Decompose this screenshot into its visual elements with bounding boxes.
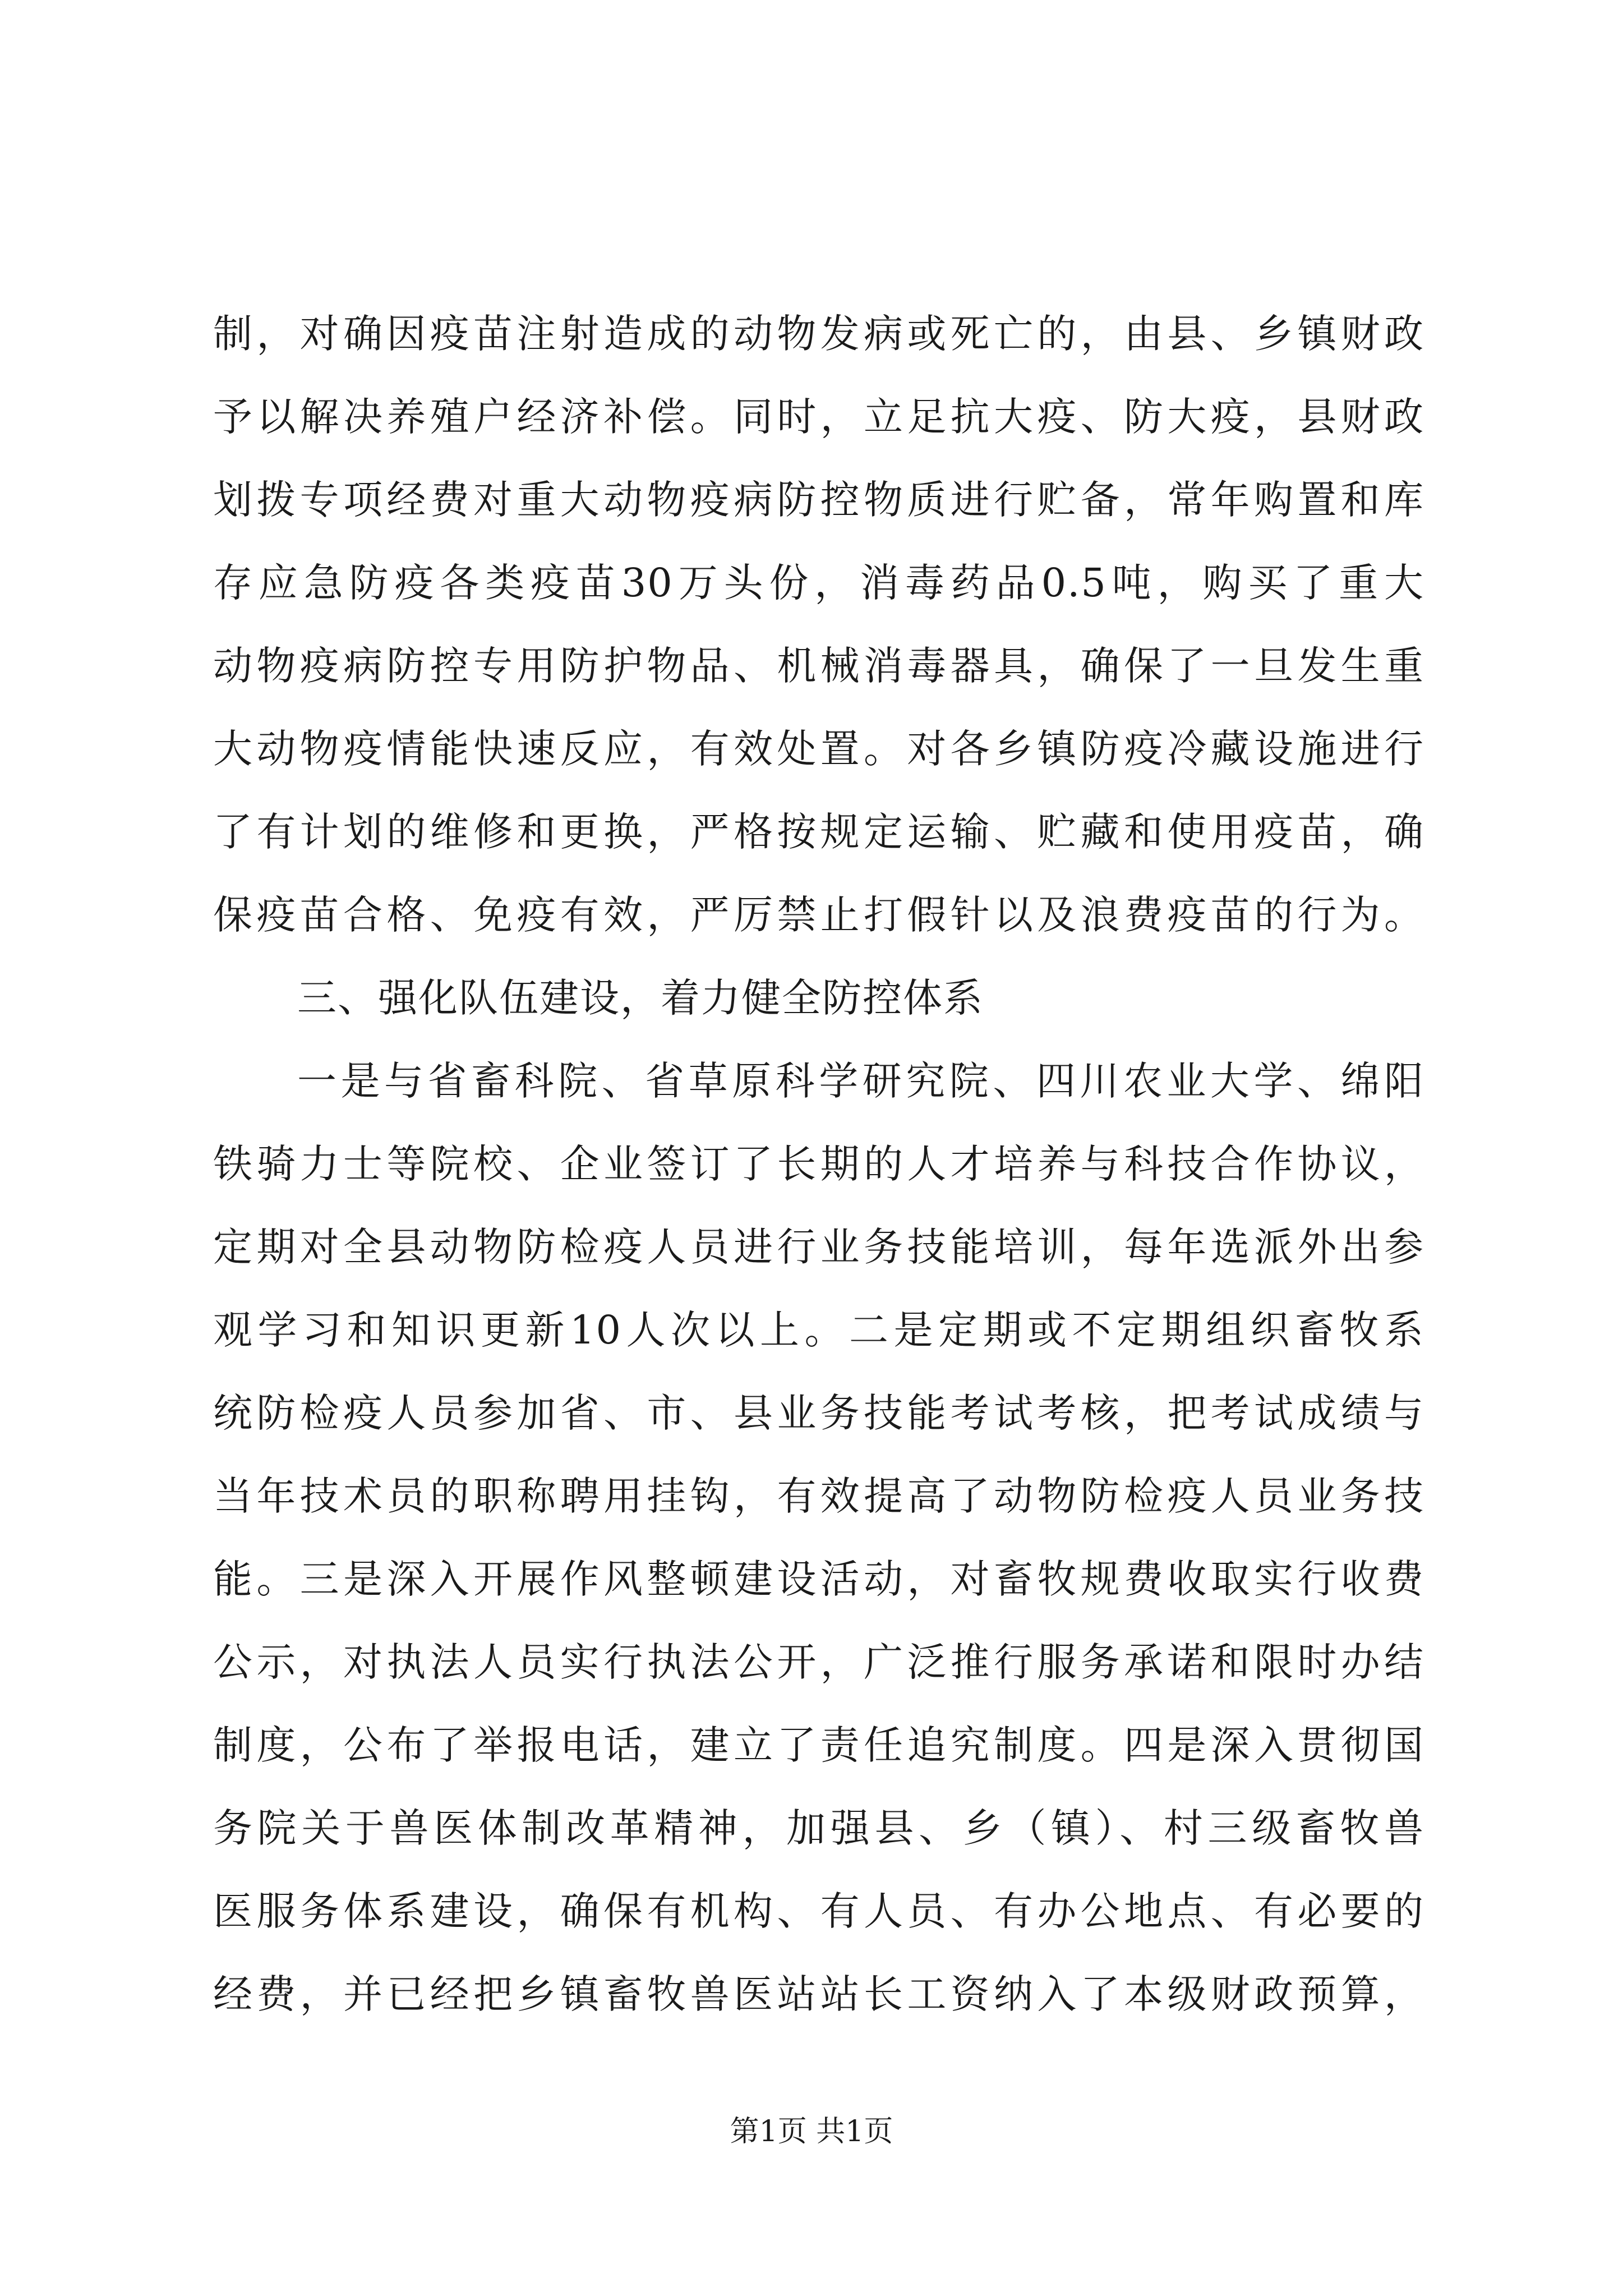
body-text-line: 存应急防疫各类疫苗30万头份，消毒药品0.5吨，购买了重大 [213, 560, 1424, 606]
body-text-line: 大动物疫情能快速反应，有效处置。对各乡镇防疫冷藏设施进行 [213, 726, 1424, 772]
body-text-line: 务院关于兽医体制改革精神，加强县、乡（镇）、村三级畜牧兽 [213, 1805, 1424, 1851]
body-text-line: 划拨专项经费对重大动物疫病防控物质进行贮备，常年购置和库 [213, 477, 1424, 523]
paragraph-first-line: 一是与省畜科院、省草原科学研究院、四川农业大学、绵阳 [297, 1058, 1424, 1104]
body-text-line: 医服务体系建设，确保有机构、有人员、有办公地点、有必要的 [213, 1888, 1424, 1934]
body-text-line: 制，对确因疫苗注射造成的动物发病或死亡的，由县、乡镇财政 [213, 311, 1424, 357]
body-text-line: 动物疫病防控专用防护物品、机械消毒器具，确保了一旦发生重 [213, 643, 1424, 689]
body-text-line: 能。三是深入开展作风整顿建设活动，对畜牧规费收取实行收费 [213, 1556, 1424, 1602]
section-heading: 三、强化队伍建设，着力健全防控体系 [297, 975, 984, 1021]
body-text-line: 经费，并已经把乡镇畜牧兽医站站长工资纳入了本级财政预算， [213, 1971, 1424, 2017]
body-text-line: 保疫苗合格、免疫有效，严厉禁止打假针以及浪费疫苗的行为。 [213, 892, 1424, 938]
body-text-line: 当年技术员的职称聘用挂钩，有效提高了动物防检疫人员业务技 [213, 1473, 1424, 1519]
body-text-line: 了有计划的维修和更换，严格按规定运输、贮藏和使用疫苗，确 [213, 809, 1424, 855]
body-text-line: 公示，对执法人员实行执法公开，广泛推行服务承诺和限时办结 [213, 1639, 1424, 1685]
body-text-line: 观学习和知识更新10人次以上。二是定期或不定期组织畜牧系 [213, 1307, 1424, 1353]
body-text-line: 统防检疫人员参加省、市、县业务技能考试考核，把考试成绩与 [213, 1390, 1424, 1436]
body-text-line: 予以解决养殖户经济补偿。同时，立足抗大疫、防大疫，县财政 [213, 394, 1424, 440]
body-text-line: 铁骑力士等院校、企业签订了长期的人才培养与科技合作协议， [213, 1141, 1424, 1187]
body-text-line: 定期对全县动物防检疫人员进行业务技能培训，每年选派外出参 [213, 1224, 1424, 1270]
page-footer: 第1页 共1页 [730, 2115, 893, 2148]
body-text-line: 制度，公布了举报电话，建立了责任追究制度。四是深入贯彻国 [213, 1722, 1424, 1768]
